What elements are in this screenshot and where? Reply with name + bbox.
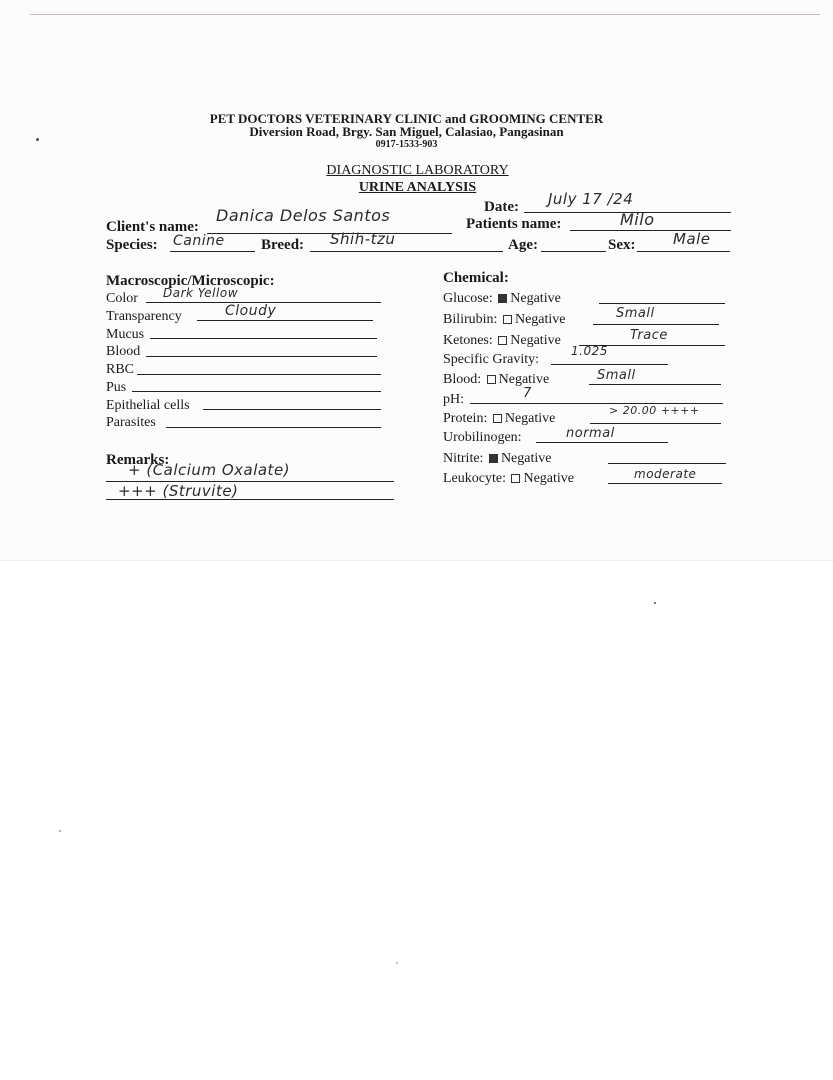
species-label: Species: xyxy=(106,237,158,253)
remarks-heading: Remarks: xyxy=(106,452,170,468)
date-value: July 17 /24 xyxy=(548,190,634,208)
form-title: URINE ANALYSIS xyxy=(358,180,477,195)
sg-line xyxy=(551,364,668,365)
nitrite-negative: Negative xyxy=(500,451,552,466)
rbc-label: RBC xyxy=(106,362,135,377)
paper-top-edge xyxy=(30,14,820,15)
ketones-checkbox[interactable] xyxy=(498,336,507,345)
transparency-label: Transparency xyxy=(106,309,182,324)
nitrite-line xyxy=(608,463,726,464)
client-name-value: Danica Delos Santos xyxy=(216,206,391,225)
scan-speck xyxy=(36,138,39,141)
bilirubin-checkbox[interactable] xyxy=(503,315,512,324)
age-line xyxy=(541,251,606,252)
uro-value: normal xyxy=(566,426,615,441)
uro-line xyxy=(536,442,668,443)
epithelial-label: Epithelial cells xyxy=(106,398,190,413)
ketones-label: Ketones: xyxy=(443,333,493,348)
protein-checkbox[interactable] xyxy=(493,414,502,423)
blood-chem-label: Blood: xyxy=(443,372,482,387)
blood-chem-negative: Negative xyxy=(498,372,550,387)
mucus-line xyxy=(150,338,377,339)
blood-chem-checkbox[interactable] xyxy=(487,375,496,384)
sex-line xyxy=(637,251,730,252)
color-value: Dark Yellow xyxy=(163,286,239,300)
clinic-phone: 0917-1533-903 xyxy=(375,139,438,150)
blood-chem-value: Small xyxy=(597,368,636,383)
protein-row xyxy=(443,411,555,427)
leukocyte-checkbox[interactable] xyxy=(511,474,520,483)
sex-value: Male xyxy=(673,230,711,248)
species-line xyxy=(170,251,255,252)
ketones-row xyxy=(443,333,561,349)
breed-value: Shih-tzu xyxy=(330,230,396,248)
client-name-label: Client's name: xyxy=(106,219,199,235)
age-label: Age: xyxy=(508,237,538,253)
glucose-line xyxy=(599,303,725,304)
species-value: Canine xyxy=(173,233,225,249)
glucose-negative: Negative xyxy=(510,291,561,306)
blood-macro-line xyxy=(146,356,377,357)
ph-value: 7 xyxy=(523,386,532,401)
transparency-value: Cloudy xyxy=(225,303,277,319)
mucus-label: Mucus xyxy=(106,327,145,342)
nitrite-checkbox[interactable] xyxy=(489,454,498,463)
department-title: DIAGNOSTIC LABORATORY xyxy=(326,163,509,178)
glucose-checkbox[interactable] xyxy=(498,294,507,303)
ketones-value: Trace xyxy=(630,328,668,343)
parasites-label: Parasites xyxy=(106,415,156,430)
chemical-heading: Chemical: xyxy=(443,270,509,286)
ph-label: pH: xyxy=(443,392,464,407)
leukocyte-label: Leukocyte: xyxy=(443,471,506,486)
rbc-line xyxy=(137,374,381,375)
glucose-row xyxy=(443,291,561,307)
clinic-name: PET DOCTORS VETERINARY CLINIC and GROOMING CENTER xyxy=(209,111,604,126)
bilirubin-value: Small xyxy=(616,306,655,321)
patient-name-label: Patients name: xyxy=(466,216,562,232)
patient-name-value: Milo xyxy=(620,210,655,229)
transparency-line xyxy=(197,320,373,321)
protein-value: > 20.00 ++++ xyxy=(609,404,700,417)
remarks-line2: +++ (Struvite) xyxy=(118,482,239,500)
bilirubin-label: Bilirubin: xyxy=(443,312,498,327)
bilirubin-negative: Negative xyxy=(514,312,566,327)
sg-value: 1.025 xyxy=(571,344,608,358)
leukocyte-row xyxy=(443,471,574,487)
macro-heading: Macroscopic/Microscopic: xyxy=(106,273,275,289)
parasites-line xyxy=(166,427,381,428)
protein-line xyxy=(590,423,721,424)
pus-line xyxy=(132,391,381,392)
sex-label: Sex: xyxy=(608,237,636,253)
bilirubin-line xyxy=(593,324,719,325)
protein-negative: Negative xyxy=(504,411,556,426)
clinic-address: Diversion Road, Brgy. San Miguel, Calasiao, Pangasinan xyxy=(249,124,564,139)
breed-line xyxy=(310,251,503,252)
bilirubin-row xyxy=(443,312,565,328)
protein-label: Protein: xyxy=(443,411,488,426)
leukocyte-negative: Negative xyxy=(523,471,575,486)
date-label: Date: xyxy=(484,199,519,215)
pus-label: Pus xyxy=(106,380,127,395)
nitrite-row xyxy=(443,451,551,467)
scan-speck xyxy=(654,602,656,604)
leukocyte-value: moderate xyxy=(634,467,697,481)
ketones-negative: Negative xyxy=(510,333,561,348)
sg-label: Specific Gravity: xyxy=(443,352,540,367)
epithelial-line xyxy=(203,409,381,410)
uro-label: Urobilinogen: xyxy=(443,430,522,445)
blood-chem-row xyxy=(443,372,549,388)
remarks-line1: + (Calcium Oxalate) xyxy=(128,461,291,479)
scan-speck xyxy=(59,830,61,832)
scan-speck xyxy=(396,962,398,964)
blood-chem-line xyxy=(589,384,721,385)
leukocyte-line xyxy=(608,483,722,484)
blood-macro-label: Blood xyxy=(106,344,141,359)
remarks-underline2 xyxy=(106,499,394,500)
nitrite-label: Nitrite: xyxy=(443,451,484,466)
breed-label: Breed: xyxy=(261,237,305,253)
glucose-label: Glucose: xyxy=(443,291,493,306)
color-label: Color xyxy=(106,291,138,306)
